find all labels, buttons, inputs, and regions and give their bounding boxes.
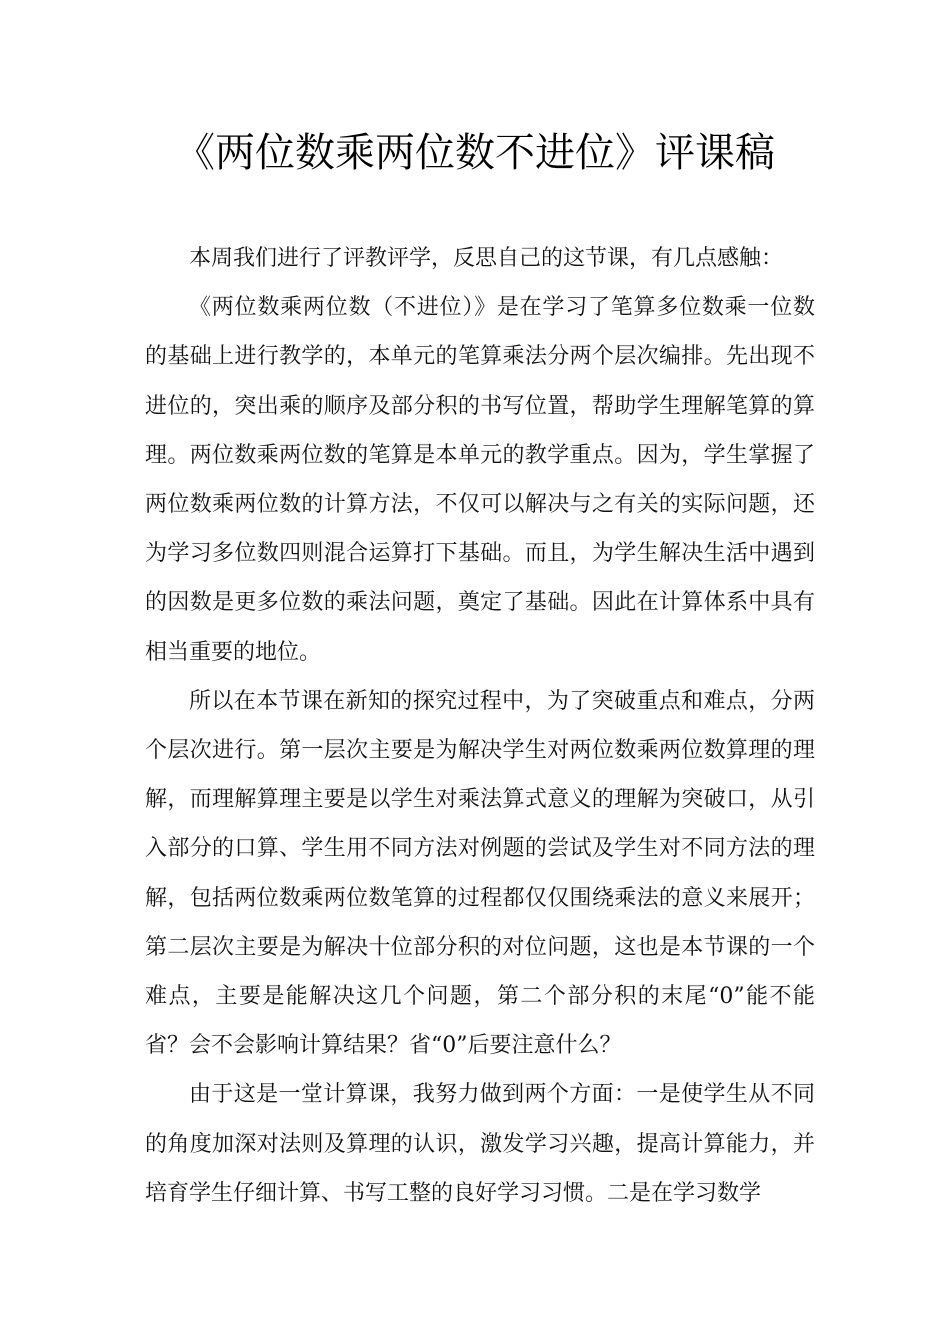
document-body: [145, 234, 815, 1218]
paragraph-intro: 本周我们进行了评教评学，反思自己的这节课，有几点感触：: [189, 246, 784, 271]
paragraph-method: 所以在本节课在新知的探究过程中，为了突破重点和难点，分两个层次进行。第一层次主要是为解决学生对两位数乘两位数算理的理解，而理解算理主要是以学生对乘法算式意义的理解为突破口，从引入部分的口算、学生用不同方法对例题的尝试及学生对不同方法的理解，包括两位数乘两位数笔算的过程都仅仅围绕乘法的意义来展开；第二层次主要是为解决十位部分积的对位问题，这也是本节课的一个难点，主要是能解决这几个问题，第二个部分积的末尾“0”能不能省？会不会影响计算结果？省“0”后要注意什么？: [145, 688, 815, 1059]
paragraph-background: 《两位数乘两位数（不进位）》是在学习了笔算多位数乘一位数的基础上进行教学的，本单元的笔算乘法分两个层次编排。先出现不进位的，突出乘的顺序及部分积的书写位置，帮助学生理解笔算的算理。两位数乘两位数的笔算是本单元的教学重点。因为，学生掌握了两位数乘两位数的计算方法，不仅可以解决与之有关的实际问题，还为学习多位数四则混合运算打下基础。而且，为学生解决生活中遇到的因数是更多位数的乘法问题，奠定了基础。因此在计算体系中具有相当重要的地位。: [145, 295, 815, 665]
document-title: 《两位数乘两位数不进位》评课稿: [175, 130, 775, 176]
paragraph-goals: 由于这是一堂计算课，我努力做到两个方面：一是使学生从不同的角度加深对法则及算理的认识，激发学习兴趣，提高计算能力，并培育学生仔细计算、书写工整的良好学习习惯。二是在学习数学: [145, 1082, 815, 1206]
